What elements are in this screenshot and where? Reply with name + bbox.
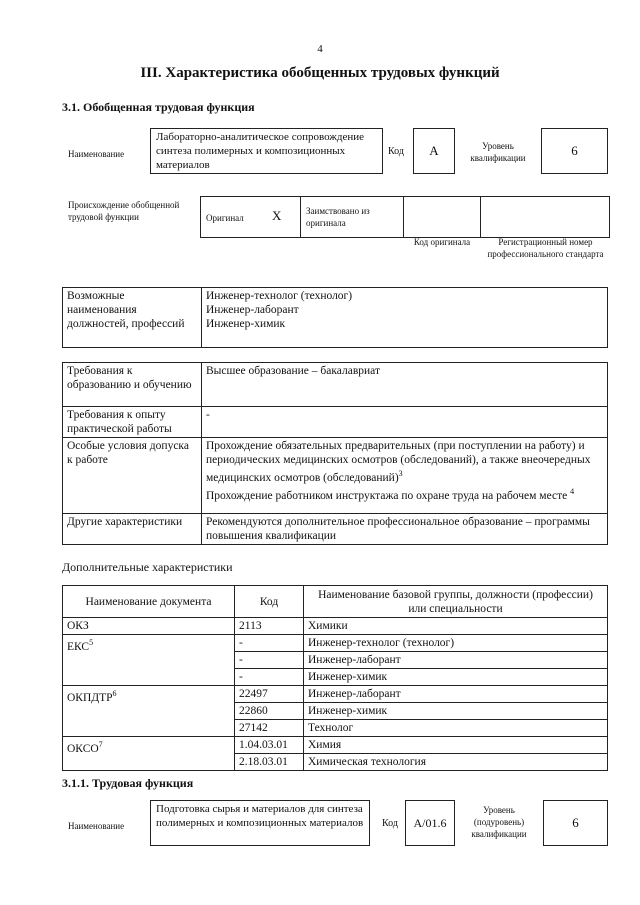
doc-name: ОКПДТР [67,691,113,704]
requirement-text: Прохождение работником инструктажа по охране труда на рабочем месте [206,489,568,502]
list-item: Инженер-химик [206,318,286,330]
positions-values [202,288,608,348]
doc-name: ОКЗ [67,620,89,632]
code-cell: 27142 [235,720,304,737]
code-value: A [413,128,455,174]
divider [480,196,481,238]
requirement-label: Особые условия допуска к работе [63,438,202,514]
footnote-mark: 6 [112,689,117,698]
requirement-value: Рекомендуются дополнительное профессиональное образование – программы повышения квалификации [202,514,608,545]
requirement-value [202,438,608,514]
name-cell: Химики [304,618,608,635]
level-value: 6 [541,128,608,174]
reg-number-caption: Регистрационный номер профессионального стандарта [487,237,604,259]
section-heading-3-1-1: 3.1.1. Трудовая функция [62,776,194,790]
doc-cell [63,737,235,771]
code-cell: 2113 [235,618,304,635]
origin-label: Происхождение обобщенной трудовой функции [68,200,180,222]
code-cell: 2.18.03.01 [235,754,304,771]
page-number: 4 [317,43,323,55]
level-label: Уровень квалификации [470,141,526,163]
footnote-mark: 5 [89,638,94,647]
requirement-label: Другие характеристики [63,514,202,545]
doc-cell [63,686,235,737]
requirement-text: Прохождение обязательных предварительных (при поступлении на работу) и периодических медицинских осмотров (обследований), а также внеочередных медицинских осмотров (обследований) [206,440,591,484]
name-cell: Инженер-химик [304,669,608,686]
requirement-label: Требования к опыту практической работы [63,407,202,438]
list-item: Инженер-технолог (технолог) [206,290,353,302]
footnote-mark: 3 [398,469,403,478]
requirement-value: - [202,407,608,438]
footnote-mark: 7 [98,740,103,749]
name-cell: Химия [304,737,608,754]
name-label: Наименование [68,821,125,831]
doc-name: ЕКС [67,640,90,653]
doc-cell [63,618,235,635]
additional-table [62,585,608,771]
code-label: Код [388,146,404,157]
positions-table [62,287,608,348]
level-label: Уровень (подуровень) квалификации [471,805,527,839]
original-mark: X [272,208,282,223]
name-cell: Химическая технология [304,754,608,771]
name-label: Наименование [68,149,125,159]
original-label: Оригинал [206,213,244,223]
footnote-mark: 4 [570,486,575,496]
level-value: 6 [543,800,608,846]
origin-box [200,196,610,238]
column-header: Наименование документа [63,586,235,618]
code-cell: 1.04.03.01 [235,737,304,754]
section-heading-3-1: 3.1. Обобщенная трудовая функция [62,100,255,114]
name-cell: Инженер-технолог (технолог) [304,635,608,652]
code-cell: - [235,635,304,652]
name-value: Лабораторно-аналитическое сопровождение синтеза полимерных и композиционных материалов [150,128,383,174]
requirements-table [62,362,608,545]
divider [300,196,301,238]
requirement-label: Требования к образованию и обучению [63,363,202,407]
column-header: Наименование базовой группы, должности (профессии) или специальности [304,586,608,618]
additional-heading: Дополнительные характеристики [62,560,233,574]
name-cell: Инженер-лаборант [304,652,608,669]
code-label: Код [382,818,398,829]
divider [403,196,404,238]
requirement-value: Высшее образование – бакалавриат [202,363,608,407]
name-value: Подготовка сырья и материалов для синтеза полимерных и композиционных материалов [150,800,370,846]
borrowed-label: Заимствовано из оригинала [306,206,370,228]
code-cell: 22497 [235,686,304,703]
code-cell: - [235,669,304,686]
doc-cell [63,635,235,686]
column-header: Код [235,586,304,618]
list-item: Инженер-лаборант [206,304,299,316]
name-cell: Инженер-лаборант [304,686,608,703]
code-cell: 22860 [235,703,304,720]
code-cell: - [235,652,304,669]
name-cell: Инженер-химик [304,703,608,720]
code-original-caption: Код оригинала [413,237,471,247]
name-cell: Технолог [304,720,608,737]
doc-name: ОКСО [67,742,99,755]
code-value: A/01.6 [405,800,455,846]
positions-label: Возможные наименования должностей, профессий [63,288,202,348]
page-title: III. Характеристика обобщенных трудовых функций [140,65,500,81]
